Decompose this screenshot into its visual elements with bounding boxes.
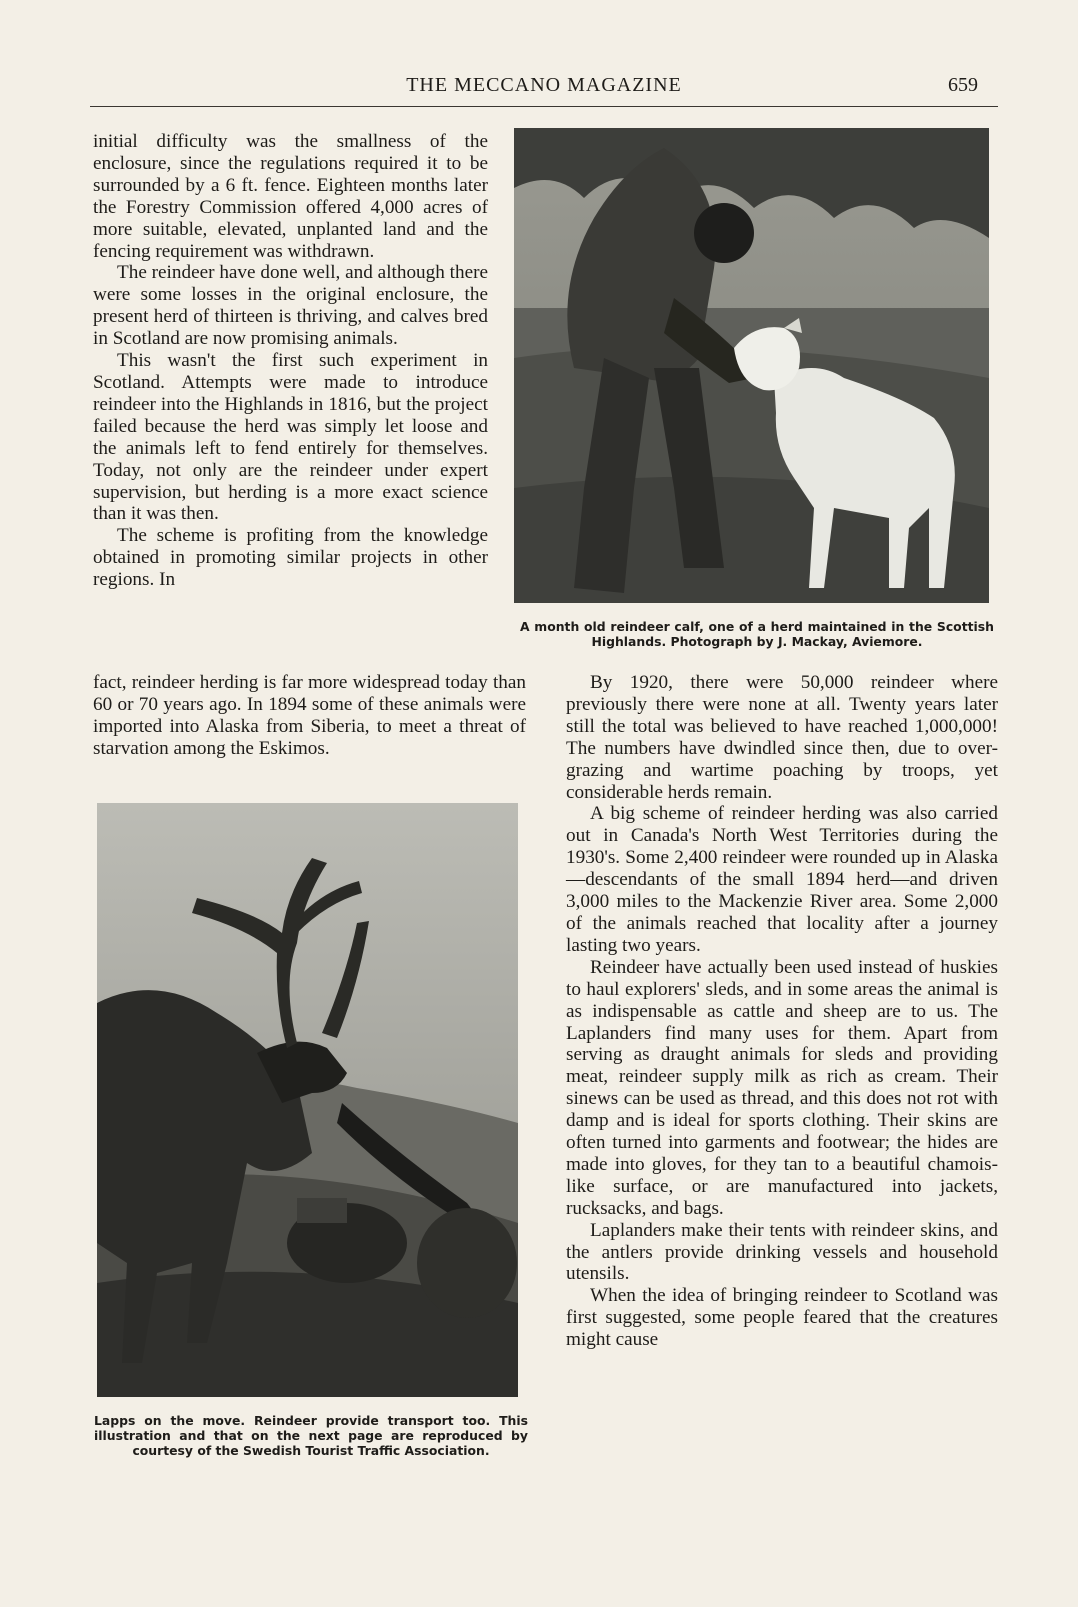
reindeer-with-antlers-illustration <box>97 803 518 1397</box>
paragraph: Reindeer have actually been used instead of huskies to haul explorers' sleds, and in some areas the animal is as indispensable as cattle and sheep are to us. The Laplanders find many uses for them. Apart from serving as draught animals for sleds and providing meat, reindeer supply milk as rich as cream. Their sinews can be used as thread, and this does not rot with damp and is ideal for sports clothing. Their skins are often turned into garments and footwear; the hides are made into gloves, for they tan to a beautiful chamois-like surface, or are manufactured into jackets, rucksacks, and bags. <box>566 956 998 1219</box>
paragraph: When the idea of bringing reindeer to Scotland was first suggested, some people feared that the creatures might cause <box>566 1285 998 1351</box>
paragraph: Laplanders make their tents with reindeer skins, and the antlers provide drinking vessels and household utensils. <box>566 1219 998 1285</box>
left-column-top <box>93 131 488 591</box>
paragraph: This wasn't the first such experiment in Scotland. Attempts were made to introduce reindeer into the Highlands in 1816, but the project failed because the herd was simply let loose and the animals left to fend entirely for themselves. Today, not only are the reindeer under expert supervision, but herding is a more exact science than it was then. <box>93 350 488 525</box>
paragraph: initial difficulty was the smallness of the enclosure, since the regulations required it to be surrounded by a 6 ft. fence. Eighteen months later the Forestry Commission offered 4,000 acres of more suitable, elevated, unplanted land and the fencing requirement was withdrawn. <box>93 131 488 262</box>
page-number: 659 <box>948 74 978 96</box>
calf-photo-caption: A month old reindeer calf, one of a herd maintained in the Scottish Highlands. Photograph by J. Mackay, Aviemore. <box>520 619 994 649</box>
lapps-reindeer-photo <box>97 803 518 1397</box>
paragraph: The reindeer have done well, and although there were some losses in the original enclosure, the present herd of thirteen is thriving, and calves bred in Scotland are now promising animals. <box>93 262 488 350</box>
reindeer-calf-photo <box>514 128 989 603</box>
paragraph: The scheme is profiting from the knowledge obtained in promoting similar projects in other regions. In <box>93 525 488 591</box>
reindeer-calf-illustration <box>514 128 989 603</box>
paragraph: fact, reindeer herding is far more widespread today than 60 or 70 years ago. In 1894 some of these animals were imported into Alaska from Siberia, to meet a threat of starvation among the Eskimos. <box>93 672 526 759</box>
right-column <box>566 672 998 1351</box>
lapps-photo-caption: Lapps on the move. Reindeer provide transport too. This illustration and that on the next page are reproduced by courtesy of the Swedish Tourist Traffic Association. <box>94 1413 528 1458</box>
paragraph: A big scheme of reindeer herding was also carried out in Canada's North West Territories during the 1930's. Some 2,400 reindeer were rounded up in Alaska—descendants of the small 1894 herd—and driven 3,000 miles to the Mackenzie River area. Some 2,000 of the animals reached that locality after a journey lasting two years. <box>566 803 998 956</box>
page-header <box>90 72 998 107</box>
paragraph: By 1920, there were 50,000 reindeer where previously there were none at all. Twenty years later still the total was believed to have reached 1,000,000! The numbers have dwindled since then, due to over-grazing and wartime poaching by troops, yet considerable herds remain. <box>566 672 998 803</box>
left-column-wide <box>93 672 526 760</box>
magazine-title: THE MECCANO MAGAZINE <box>406 74 682 96</box>
